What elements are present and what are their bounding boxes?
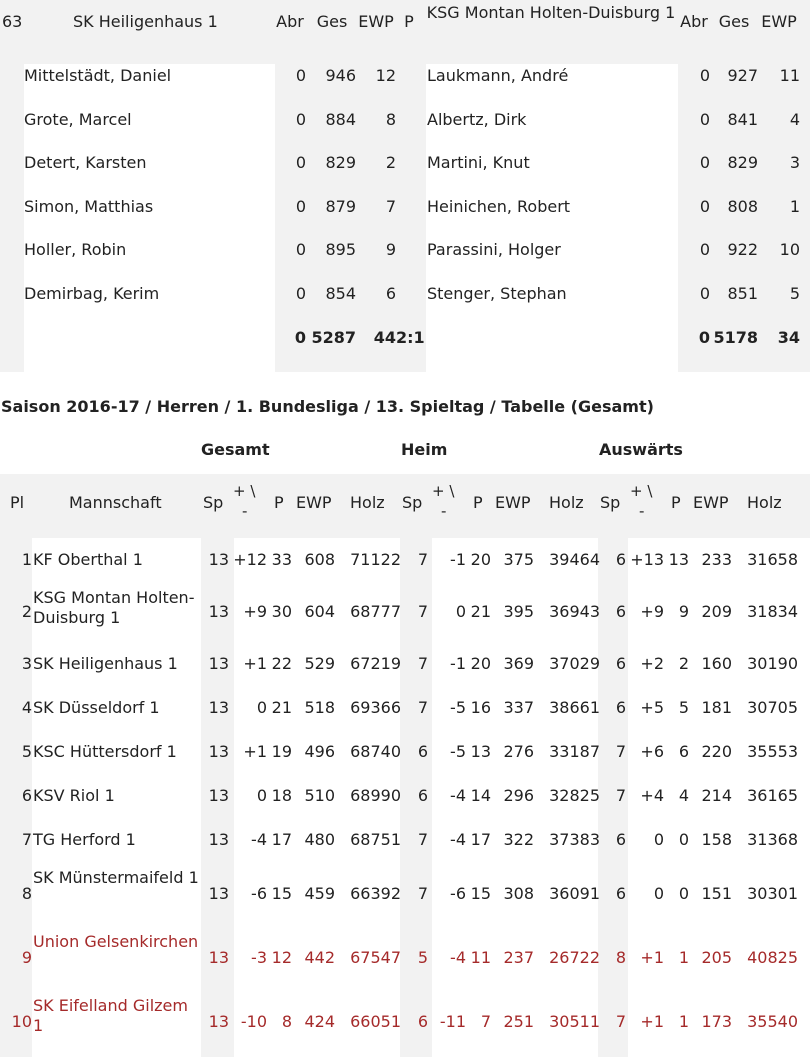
standing-diff-auswaerts: +5	[640, 698, 664, 717]
standing-holz-auswaerts: 35540	[747, 1012, 798, 1031]
standing-ewp-heim: 375	[503, 550, 534, 569]
col-plusminus-bottom-heim: -	[441, 502, 447, 520]
standing-diff-gesamt: +12	[233, 550, 267, 569]
standing-sp-heim: 7	[417, 698, 428, 717]
home-player-abr: 0	[295, 66, 306, 85]
standing-points-auswaerts: 5	[678, 698, 689, 717]
standing-row[interactable]	[0, 818, 810, 862]
standing-row[interactable]	[0, 774, 810, 818]
home-player-abr: 0	[295, 197, 306, 216]
away-player-abr: 0	[699, 110, 710, 129]
away-player-ges: 851	[727, 284, 758, 303]
away-player-name[interactable]: Laukmann, André	[427, 66, 569, 85]
standing-sp-heim: 7	[417, 602, 428, 621]
home-ges-header: Ges	[316, 12, 348, 31]
standing-holz-gesamt: 71122	[350, 550, 401, 569]
col-p-gesamt: P	[274, 493, 284, 512]
standing-pl: 7	[21, 830, 32, 849]
standing-holz-auswaerts: 31368	[747, 830, 798, 849]
standing-points-gesamt: 12	[271, 948, 292, 967]
standing-diff-auswaerts: +2	[640, 654, 664, 673]
col-holz-auswaerts: Holz	[747, 493, 782, 512]
standing-holz-heim: 33187	[549, 742, 600, 761]
home-player-ewp: 9	[385, 240, 396, 259]
standing-diff-heim: -1	[450, 654, 466, 673]
standing-ewp-heim: 251	[503, 1012, 534, 1031]
standing-holz-gesamt: 68751	[350, 830, 401, 849]
away-player-abr: 0	[699, 153, 710, 172]
standing-ewp-gesamt: 480	[304, 830, 335, 849]
standing-ewp-gesamt: 510	[304, 786, 335, 805]
standing-points-auswaerts: 1	[678, 948, 689, 967]
standing-holz-heim: 32825	[549, 786, 600, 805]
standing-sp-auswaerts: 6	[615, 654, 626, 673]
home-total-abr: 0	[294, 328, 306, 347]
col-p-auswaerts: P	[671, 493, 681, 512]
away-player-name[interactable]: Albertz, Dirk	[427, 110, 527, 129]
match-side-band-left	[0, 64, 24, 372]
standing-diff-auswaerts: +9	[640, 602, 664, 621]
standing-ewp-gesamt: 424	[304, 1012, 335, 1031]
standing-holz-gesamt: 68990	[350, 786, 401, 805]
standing-team-name[interactable]: KSV Riol 1	[33, 786, 115, 805]
standing-ewp-gesamt: 608	[304, 550, 335, 569]
standing-holz-heim: 37029	[549, 654, 600, 673]
standing-pl: 4	[21, 698, 32, 717]
standing-row[interactable]	[0, 686, 810, 730]
standing-sp-auswaerts: 7	[615, 742, 626, 761]
away-team-name[interactable]: KSG Montan Holten-Duisburg 1	[426, 3, 676, 22]
away-player-ewp: 4	[789, 110, 800, 129]
col-sp-heim: Sp	[402, 493, 423, 512]
home-player-abr: 0	[295, 284, 306, 303]
home-player-name[interactable]: Demirbag, Kerim	[24, 284, 160, 303]
standing-points-auswaerts: 4	[678, 786, 689, 805]
away-ewp-header: EWP	[761, 12, 797, 31]
home-player-abr: 0	[295, 110, 306, 129]
standing-holz-auswaerts: 30301	[747, 884, 798, 903]
match-points: 2:1	[396, 328, 425, 347]
standing-sp-gesamt: 13	[208, 830, 229, 849]
standing-diff-gesamt: 0	[256, 786, 267, 805]
standing-row[interactable]	[0, 990, 810, 1054]
away-total-ewp: 34	[777, 328, 800, 347]
col-plusminus-top-auswaerts: + \	[630, 482, 653, 500]
standing-pl: 8	[21, 884, 32, 903]
standing-ewp-auswaerts: 209	[701, 602, 732, 621]
standing-diff-heim: -6	[450, 884, 466, 903]
home-player-ewp: 7	[385, 197, 396, 216]
standing-sp-auswaerts: 6	[615, 698, 626, 717]
away-ges-header: Ges	[718, 12, 750, 31]
group-heim: Heim	[401, 440, 448, 459]
standing-holz-auswaerts: 31834	[747, 602, 798, 621]
standing-team-name[interactable]: SK Heiligenhaus 1	[33, 654, 178, 673]
standing-diff-heim: 0	[455, 602, 466, 621]
standing-ewp-gesamt: 518	[304, 698, 335, 717]
col-p-heim: P	[473, 493, 483, 512]
standing-pl: 5	[21, 742, 32, 761]
home-team-number: 63	[2, 12, 23, 31]
home-player-ewp: 12	[375, 66, 396, 85]
standing-holz-gesamt: 66051	[350, 1012, 401, 1031]
standing-ewp-heim: 296	[503, 786, 534, 805]
standing-diff-heim: -5	[450, 698, 466, 717]
standing-ewp-heim: 308	[503, 884, 534, 903]
standing-team-name[interactable]: SK Eifelland Gilzem 1	[33, 996, 188, 1035]
standing-points-auswaerts: 9	[678, 602, 689, 621]
standing-pl: 6	[21, 786, 32, 805]
standing-points-heim: 7	[480, 1012, 491, 1031]
standing-sp-gesamt: 13	[208, 1012, 229, 1031]
away-player-ewp: 5	[789, 284, 800, 303]
standing-sp-auswaerts: 7	[615, 1012, 626, 1031]
standing-diff-heim: -5	[450, 742, 466, 761]
standing-pl: 9	[21, 948, 32, 967]
standing-points-gesamt: 21	[271, 698, 292, 717]
standing-points-auswaerts: 0	[678, 830, 689, 849]
standing-points-auswaerts: 2	[678, 654, 689, 673]
standing-holz-auswaerts: 30190	[747, 654, 798, 673]
standing-holz-auswaerts: 35553	[747, 742, 798, 761]
away-player-name[interactable]: Martini, Knut	[427, 153, 530, 172]
home-total-ges: 5287	[311, 328, 356, 347]
standing-holz-gesamt: 67547	[350, 948, 401, 967]
away-player-name[interactable]: Heinichen, Robert	[427, 197, 571, 216]
standing-diff-gesamt: +1	[243, 742, 267, 761]
standings-table	[0, 538, 810, 1057]
standing-sp-heim: 6	[417, 742, 428, 761]
col-ewp-gesamt: EWP	[296, 493, 332, 512]
home-total-ewp: 44	[373, 328, 396, 347]
standing-holz-heim: 26722	[549, 948, 600, 967]
season-title: Saison 2016-17 / Herren / 1. Bundesliga / 13. Spieltag / Tabelle (Gesamt)	[1, 397, 654, 416]
standing-points-heim: 14	[470, 786, 491, 805]
away-player-abr: 0	[699, 240, 710, 259]
standing-diff-gesamt: -4	[251, 830, 267, 849]
standing-points-heim: 20	[470, 550, 491, 569]
standing-ewp-heim: 237	[503, 948, 534, 967]
standing-sp-auswaerts: 6	[615, 884, 626, 903]
standing-row[interactable]	[0, 730, 810, 774]
match-header-band	[0, 0, 810, 64]
standing-holz-heim: 36943	[549, 602, 600, 621]
home-player-ges: 829	[325, 153, 356, 172]
home-player-ewp: 8	[385, 110, 396, 129]
away-player-ewp: 1	[789, 197, 800, 216]
standing-team-name[interactable]: SK Münstermaifeld 1	[33, 868, 199, 887]
away-total-ges: 5178	[713, 328, 758, 347]
standing-diff-gesamt: -3	[251, 948, 267, 967]
standing-sp-gesamt: 13	[208, 654, 229, 673]
standing-sp-auswaerts: 6	[615, 550, 626, 569]
standing-points-heim: 11	[470, 948, 491, 967]
standings-header	[0, 378, 810, 538]
col-sp-gesamt: Sp	[203, 493, 224, 512]
away-player-ewp: 3	[789, 153, 800, 172]
col-sp-auswaerts: Sp	[600, 493, 621, 512]
home-player-name[interactable]: Simon, Matthias	[24, 197, 154, 216]
col-holz-heim: Holz	[549, 493, 584, 512]
standing-ewp-gesamt: 442	[304, 948, 335, 967]
standing-ewp-auswaerts: 160	[701, 654, 732, 673]
home-player-ges: 946	[325, 66, 356, 85]
standing-holz-auswaerts: 40825	[747, 948, 798, 967]
standing-row[interactable]	[0, 926, 810, 990]
standing-sp-gesamt: 13	[208, 550, 229, 569]
home-player-ewp: 6	[385, 284, 396, 303]
standing-points-heim: 21	[470, 602, 491, 621]
col-ewp-heim: EWP	[495, 493, 531, 512]
standing-holz-heim: 36091	[549, 884, 600, 903]
group-gesamt: Gesamt	[201, 440, 270, 459]
standing-row[interactable]	[0, 642, 810, 686]
standing-holz-gesamt: 66392	[350, 884, 401, 903]
standing-diff-auswaerts: 0	[653, 830, 664, 849]
standing-team-name[interactable]: KSC Hüttersdorf 1	[33, 742, 177, 761]
standing-holz-heim: 39464	[549, 550, 600, 569]
standing-row[interactable]	[0, 538, 810, 582]
standing-points-auswaerts: 6	[678, 742, 689, 761]
away-total-abr: 0	[698, 328, 710, 347]
standing-diff-gesamt: +9	[243, 602, 267, 621]
standing-ewp-heim: 276	[503, 742, 534, 761]
standing-points-gesamt: 19	[271, 742, 292, 761]
standing-diff-gesamt: 0	[256, 698, 267, 717]
home-player-ewp: 2	[385, 153, 396, 172]
standing-diff-auswaerts: +1	[640, 1012, 664, 1031]
col-plusminus-top-heim: + \	[432, 482, 455, 500]
standing-diff-gesamt: -10	[240, 1012, 267, 1031]
standing-points-gesamt: 15	[271, 884, 292, 903]
away-player-abr: 0	[699, 66, 710, 85]
standing-points-heim: 15	[470, 884, 491, 903]
standing-team-name[interactable]: KSG Montan Holten-Duisburg 1	[33, 588, 195, 627]
standing-sp-gesamt: 13	[208, 602, 229, 621]
standing-points-auswaerts: 1	[678, 1012, 689, 1031]
home-player-abr: 0	[295, 240, 306, 259]
standing-points-auswaerts: 0	[678, 884, 689, 903]
standing-points-gesamt: 33	[271, 550, 292, 569]
standing-points-auswaerts: 13	[668, 550, 689, 569]
standing-holz-gesamt: 69366	[350, 698, 401, 717]
home-player-name[interactable]: Mittelstädt, Daniel	[24, 66, 172, 85]
standing-sp-auswaerts: 8	[615, 948, 626, 967]
standing-holz-auswaerts: 31658	[747, 550, 798, 569]
away-player-name[interactable]: Parassini, Holger	[427, 240, 561, 259]
home-player-ges: 884	[325, 110, 356, 129]
standing-diff-gesamt: -6	[251, 884, 267, 903]
standing-sp-gesamt: 13	[208, 786, 229, 805]
standing-sp-gesamt: 13	[208, 742, 229, 761]
standing-sp-heim: 7	[417, 550, 428, 569]
home-team-name[interactable]: SK Heiligenhaus 1	[73, 12, 218, 31]
col-plusminus-bottom-gesamt: -	[242, 502, 248, 520]
standing-ewp-auswaerts: 158	[701, 830, 732, 849]
standing-ewp-auswaerts: 233	[701, 550, 732, 569]
home-player-name[interactable]: Detert, Karsten	[24, 153, 147, 172]
col-ewp-auswaerts: EWP	[693, 493, 729, 512]
standing-sp-heim: 5	[417, 948, 428, 967]
standing-points-gesamt: 22	[271, 654, 292, 673]
standing-ewp-auswaerts: 173	[701, 1012, 732, 1031]
standing-ewp-heim: 322	[503, 830, 534, 849]
standing-holz-heim: 37383	[549, 830, 600, 849]
standing-pl: 1	[21, 550, 32, 569]
standing-ewp-heim: 337	[503, 698, 534, 717]
standing-holz-gesamt: 68740	[350, 742, 401, 761]
standing-team-name[interactable]: KF Oberthal 1	[33, 550, 143, 569]
standing-ewp-auswaerts: 220	[701, 742, 732, 761]
standing-diff-auswaerts: 0	[653, 884, 664, 903]
standing-ewp-auswaerts: 151	[701, 884, 732, 903]
home-player-name[interactable]: Holler, Robin	[24, 240, 127, 259]
standing-ewp-gesamt: 529	[304, 654, 335, 673]
standing-team-name[interactable]: SK Düsseldorf 1	[33, 698, 160, 717]
standing-ewp-heim: 395	[503, 602, 534, 621]
standing-ewp-heim: 369	[503, 654, 534, 673]
standing-diff-gesamt: +1	[243, 654, 267, 673]
standing-row[interactable]	[0, 582, 810, 642]
home-player-ges: 879	[325, 197, 356, 216]
standing-points-heim: 20	[470, 654, 491, 673]
standing-sp-auswaerts: 7	[615, 786, 626, 805]
standing-points-heim: 13	[470, 742, 491, 761]
standing-points-gesamt: 17	[271, 830, 292, 849]
standing-sp-heim: 7	[417, 654, 428, 673]
standing-holz-auswaerts: 36165	[747, 786, 798, 805]
away-player-ewp: 11	[779, 66, 800, 85]
standing-diff-heim: -11	[439, 1012, 466, 1031]
standing-pl: 3	[21, 654, 32, 673]
col-pl: Pl	[10, 493, 25, 512]
away-player-ges: 808	[727, 197, 758, 216]
standing-points-gesamt: 8	[281, 1012, 292, 1031]
standing-ewp-gesamt: 459	[304, 884, 335, 903]
home-player-name[interactable]: Grote, Marcel	[24, 110, 132, 129]
standing-points-gesamt: 18	[271, 786, 292, 805]
standing-sp-gesamt: 13	[208, 884, 229, 903]
standing-points-gesamt: 30	[271, 602, 292, 621]
standing-ewp-auswaerts: 205	[701, 948, 732, 967]
standing-holz-auswaerts: 30705	[747, 698, 798, 717]
standing-sp-auswaerts: 6	[615, 830, 626, 849]
standing-pl: 10	[11, 1012, 32, 1031]
standing-sp-heim: 6	[417, 1012, 428, 1031]
standing-team-name[interactable]: TG Herford 1	[33, 830, 136, 849]
away-player-name[interactable]: Stenger, Stephan	[427, 284, 567, 303]
standing-ewp-auswaerts: 181	[701, 698, 732, 717]
standing-ewp-gesamt: 496	[304, 742, 335, 761]
standing-sp-gesamt: 13	[208, 948, 229, 967]
standing-team-name[interactable]: Union Gelsenkirchen	[33, 932, 199, 951]
standing-diff-heim: -1	[450, 550, 466, 569]
p-header: P	[404, 12, 414, 31]
standing-ewp-gesamt: 604	[304, 602, 335, 621]
standing-points-heim: 17	[470, 830, 491, 849]
col-plusminus-bottom-auswaerts: -	[639, 502, 645, 520]
standing-sp-heim: 7	[417, 830, 428, 849]
away-player-abr: 0	[699, 284, 710, 303]
standing-holz-heim: 30511	[549, 1012, 600, 1031]
standing-sp-auswaerts: 6	[615, 602, 626, 621]
standing-row[interactable]	[0, 862, 810, 926]
standing-diff-heim: -4	[450, 786, 466, 805]
home-player-abr: 0	[295, 153, 306, 172]
group-auswaerts: Auswärts	[599, 440, 683, 459]
away-player-ges: 927	[727, 66, 758, 85]
away-player-ewp: 10	[779, 240, 800, 259]
away-player-ges: 841	[727, 110, 758, 129]
home-player-ges: 895	[325, 240, 356, 259]
standing-diff-heim: -4	[450, 948, 466, 967]
home-ewp-header: EWP	[358, 12, 394, 31]
col-plusminus-top-gesamt: + \	[233, 482, 256, 500]
standing-holz-gesamt: 67219	[350, 654, 401, 673]
standing-diff-heim: -4	[450, 830, 466, 849]
standing-sp-heim: 7	[417, 884, 428, 903]
match-table	[0, 0, 810, 372]
standing-holz-heim: 38661	[549, 698, 600, 717]
standing-diff-auswaerts: +6	[640, 742, 664, 761]
away-player-abr: 0	[699, 197, 710, 216]
standing-diff-auswaerts: +4	[640, 786, 664, 805]
col-holz-gesamt: Holz	[350, 493, 385, 512]
standing-pl: 2	[21, 602, 32, 621]
standing-sp-gesamt: 13	[208, 698, 229, 717]
standing-points-heim: 16	[470, 698, 491, 717]
standing-sp-heim: 6	[417, 786, 428, 805]
away-abr-header: Abr	[680, 12, 708, 31]
home-abr-header: Abr	[276, 12, 304, 31]
col-mannschaft: Mannschaft	[69, 493, 162, 512]
standing-holz-gesamt: 68777	[350, 602, 401, 621]
away-player-ges: 922	[727, 240, 758, 259]
away-player-ges: 829	[727, 153, 758, 172]
standing-diff-auswaerts: +1	[640, 948, 664, 967]
standing-diff-auswaerts: +13	[630, 550, 664, 569]
standing-ewp-auswaerts: 214	[701, 786, 732, 805]
home-player-ges: 854	[325, 284, 356, 303]
